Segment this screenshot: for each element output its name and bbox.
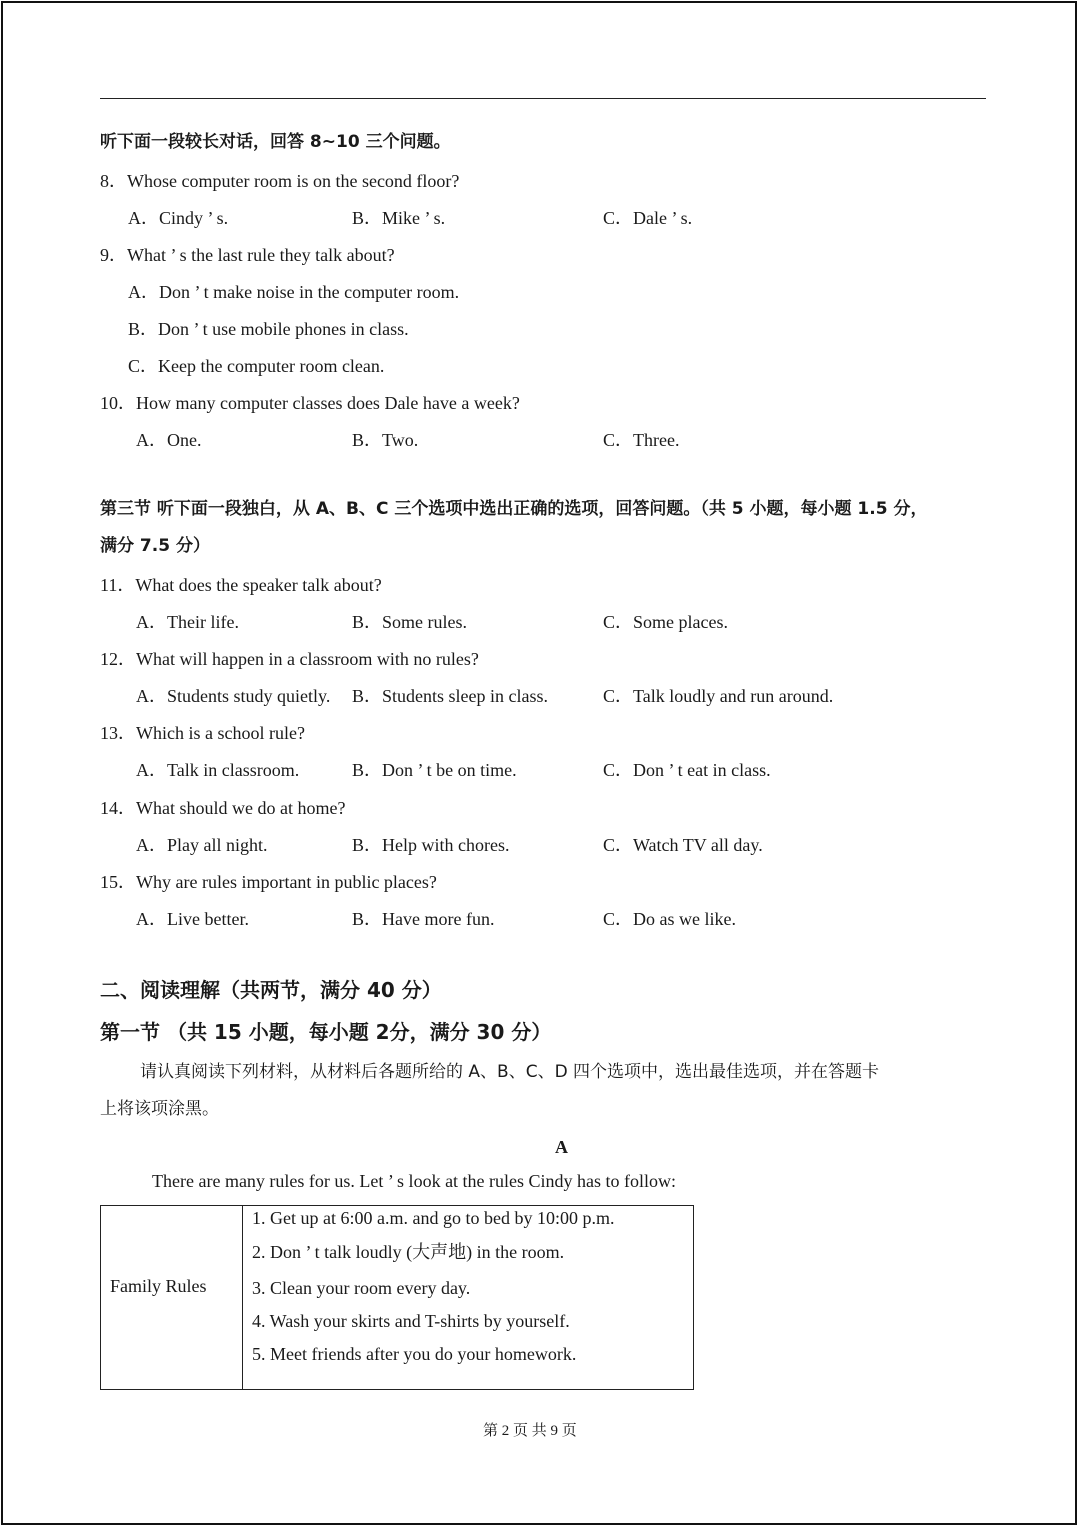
exam-page <box>1 1 1077 1525</box>
option-b: B．Mike ’ s. <box>352 208 446 228</box>
question-stem: 12．What will happen in a classroom with no rules? <box>100 649 479 669</box>
table-row-header: Family Rules <box>110 1276 207 1296</box>
passage-label: A <box>555 1137 568 1157</box>
question-stem: 10．How many computer classes does Dale have a week? <box>100 393 520 413</box>
option-a: A．Cindy ’ s. <box>128 208 229 228</box>
part2-instruction: 听下面一段较长对话，回答 8~10 三个问题。 <box>100 132 451 152</box>
option-a: A．Play all night. <box>136 835 268 855</box>
option-a: A．Students study quietly. <box>136 686 331 706</box>
header-rule <box>100 98 986 99</box>
option-b: B．Some rules. <box>352 612 467 632</box>
passage-intro: There are many rules for us. Let ’ s look at the rules Cindy has to follow: <box>152 1171 677 1191</box>
table-rule-item: 3. Clean your room every day. <box>252 1278 471 1298</box>
question-stem: 15．Why are rules important in public places? <box>100 872 437 892</box>
table-rule-item: 5. Meet friends after you do your homework. <box>252 1344 577 1364</box>
option-c: C．Keep the computer room clean. <box>128 356 385 376</box>
reading-instruction-cont: 上将该项涂黑。 <box>100 1099 219 1119</box>
option-a: A．Their life. <box>136 612 239 632</box>
option-c: C．Some places. <box>603 612 728 632</box>
option-a: A．Don ’ t make noise in the computer room. <box>128 282 460 302</box>
reading-section-title: 二、阅读理解（共两节，满分 40 分） <box>100 978 442 1002</box>
option-b: B．Help with chores. <box>352 835 510 855</box>
option-c: C．Watch TV all day. <box>603 835 763 855</box>
question-stem: 11．What does the speaker talk about? <box>100 575 382 595</box>
question-stem: 8．Whose computer room is on the second floor? <box>100 171 460 191</box>
reading-instruction: 请认真阅读下列材料，从材料后各题所给的 A、B、C、D 四个选项中，选出最佳选项，并在答题卡 <box>140 1062 880 1082</box>
option-c: C．Dale ’ s. <box>603 208 693 228</box>
table-rule-item: 2. Don ’ t talk loudly (大声地) in the room. <box>252 1242 565 1262</box>
option-b: B．Don ’ t be on time. <box>352 760 517 780</box>
option-b: B．Students sleep in class. <box>352 686 548 706</box>
part3-instruction-cont: 满分 7.5 分） <box>100 536 210 556</box>
option-c: C．Don ’ t eat in class. <box>603 760 771 780</box>
question-stem: 13．Which is a school rule? <box>100 723 305 743</box>
option-a: A．One. <box>136 430 202 450</box>
option-b: B．Have more fun. <box>352 909 495 929</box>
option-b: B．Don ’ t use mobile phones in class. <box>128 319 409 339</box>
option-c: C．Do as we like. <box>603 909 736 929</box>
option-c: C．Three. <box>603 430 680 450</box>
table-rule-item: 4. Wash your skirts and T-shirts by yourself. <box>252 1311 570 1331</box>
question-stem: 9．What ’ s the last rule they talk about? <box>100 245 395 265</box>
option-c: C．Talk loudly and run around. <box>603 686 834 706</box>
table-column-divider <box>242 1206 243 1389</box>
part3-instruction: 第三节 听下面一段独白，从 A、B、C 三个选项中选出正确的选项，回答问题。（共 5 小题，每小题 1.5 分， <box>100 499 928 519</box>
option-b: B．Two. <box>352 430 419 450</box>
page-footer: 第 2 页 共 9 页 <box>483 1423 577 1439</box>
question-stem: 14．What should we do at home? <box>100 798 346 818</box>
option-a: A．Talk in classroom. <box>136 760 300 780</box>
family-rules-table <box>100 1205 694 1390</box>
option-a: A．Live better. <box>136 909 249 929</box>
table-rule-item: 1. Get up at 6:00 a.m. and go to bed by 10:00 p.m. <box>252 1208 615 1228</box>
reading-part1-title: 第一节 （共 15 小题，每小题 2分，满分 30 分） <box>100 1020 552 1044</box>
